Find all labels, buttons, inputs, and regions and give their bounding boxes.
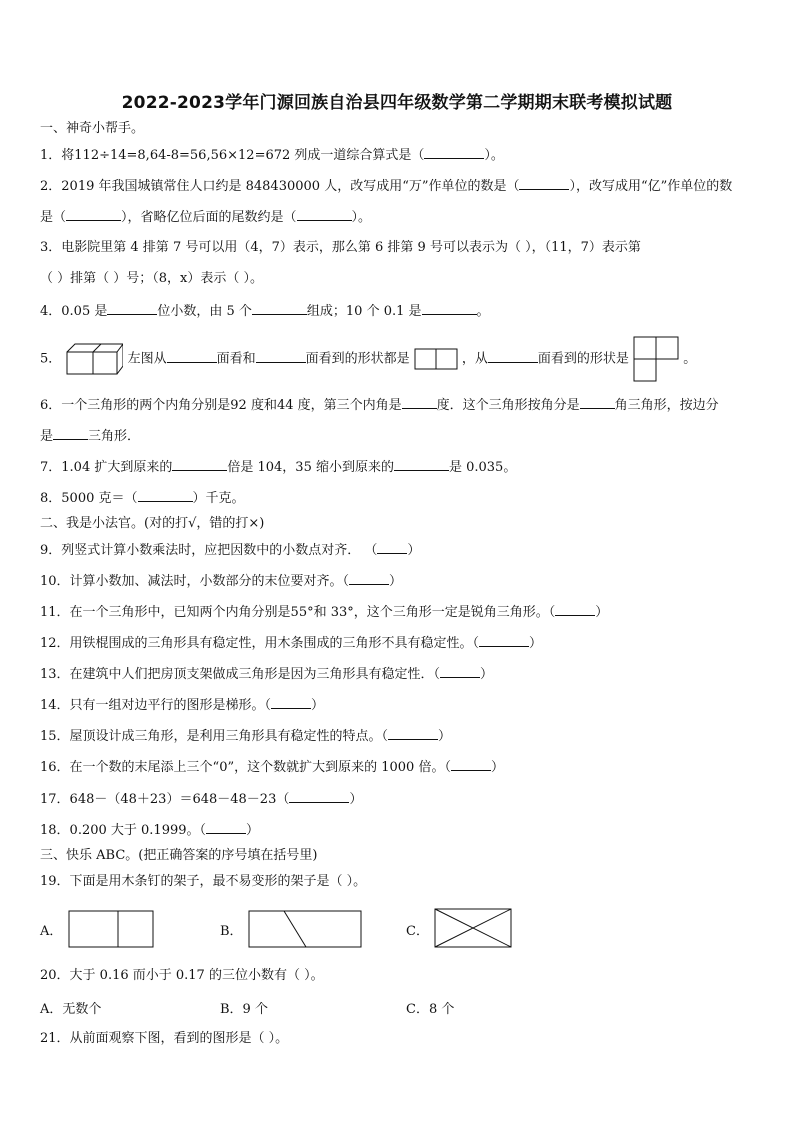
- page-title: 2022-2023学年门源回族自治县四年级数学第二学期期末联考模拟试题: [121, 93, 673, 113]
- question-21: 21．从前面观察下图，看到的图形是（ ）。: [40, 1031, 289, 1046]
- question-10: 10．计算小数加、减法时，小数部分的末位要对齐。（ ）: [40, 574, 403, 589]
- answer-blank[interactable]: [402, 396, 437, 409]
- answer-blank[interactable]: [394, 458, 449, 471]
- question-8: 8．5000 克＝（ ）千克。: [40, 491, 245, 506]
- question-16: 16．在一个数的末尾添上三个“0”，这个数就扩大到原来的 1000 倍。（ ）: [40, 760, 504, 775]
- answer-blank[interactable]: [172, 458, 227, 471]
- question-7: 7．1.04 扩大到原来的 倍是 104，35 缩小到原来的 是 0.035。: [40, 460, 517, 475]
- answer-blank[interactable]: [271, 696, 311, 709]
- answer-blank[interactable]: [107, 302, 157, 315]
- option-19-c-figure[interactable]: [434, 908, 512, 948]
- answer-blank[interactable]: [66, 208, 121, 221]
- question-6-cont: 是 三角形．: [40, 429, 141, 444]
- answer-blank[interactable]: [167, 350, 217, 363]
- question-3: 3．电影院里第 4 排第 7 号可以用（4，7）表示，那么第 6 排第 9 号可以表示为（ ），（11，7）表示第: [40, 240, 641, 255]
- answer-blank[interactable]: [388, 727, 438, 740]
- section-3-heading: 三、快乐 ABC。(把正确答案的序号填在括号里): [40, 848, 318, 863]
- option-19-b-label: B．: [220, 924, 243, 939]
- answer-blank[interactable]: [451, 758, 491, 771]
- answer-blank[interactable]: [256, 350, 306, 363]
- question-17: 17．648－（48＋23）＝648－48－23（ ）: [40, 792, 363, 807]
- answer-blank[interactable]: [479, 634, 529, 647]
- cube-figure: [65, 342, 123, 376]
- question-3-cont: （ ）排第（ ）号；（8，x）表示（ ）。: [40, 271, 263, 286]
- question-18: 18．0.200 大于 0.1999。（ ）: [40, 823, 260, 838]
- question-20: 20．大于 0.16 而小于 0.17 的三位小数有（ ）。: [40, 968, 324, 983]
- option-20-b[interactable]: B．9 个: [220, 1002, 268, 1017]
- l-shape-figure: [633, 336, 679, 382]
- option-20-a[interactable]: A．无数个: [40, 1002, 102, 1017]
- answer-blank[interactable]: [422, 302, 477, 315]
- option-20-c[interactable]: C．8 个: [406, 1002, 455, 1017]
- answer-blank[interactable]: [206, 821, 246, 834]
- answer-blank[interactable]: [138, 489, 193, 502]
- question-6: 6．一个三角形的两个内角分别是92 度和44 度，第三个内角是 度．这个三角形按角分是 角三角形，按边分: [40, 398, 719, 413]
- section-1-heading: 一、神奇小帮手。: [40, 121, 145, 136]
- question-2: 2．2019 年我国城镇常住人口约是 848430000 人，改写成用“万”作单位的数是（ ），改写成用“亿”作单位的数: [40, 179, 733, 194]
- question-5: 5． 左图从 面看和 面看到的形状都是 ，从 面看到的形状是 。: [40, 336, 760, 380]
- question-11: 11．在一个三角形中，已知两个内角分别是55°和 33°，这个三角形一定是锐角三角形。（ ）: [40, 605, 609, 620]
- option-19-b-figure[interactable]: [248, 910, 362, 948]
- question-12: 12．用铁棍围成的三角形具有稳定性，用木条围成的三角形不具有稳定性。（ ）: [40, 636, 543, 651]
- question-13: 13．在建筑中人们把房顶支架做成三角形是因为三角形具有稳定性．（ ）: [40, 667, 494, 682]
- answer-blank[interactable]: [377, 541, 407, 554]
- question-15: 15．屋顶设计成三角形，是利用三角形具有稳定性的特点。（ ）: [40, 729, 452, 744]
- question-4: 4．0.05 是 位小数，由 5 个 组成；10 个 0.1 是 。: [40, 304, 490, 319]
- question-19: 19．下面是用木条钉的架子，最不易变形的架子是（ ）。: [40, 874, 367, 889]
- answer-blank[interactable]: [297, 208, 352, 221]
- question-1: 1．将112÷14=8,64-8=56,56×12=672 列成一道综合算式是（ ）。: [40, 148, 504, 163]
- option-19-a-label: A．: [40, 924, 63, 939]
- section-2-heading: 二、我是小法官。(对的打√，错的打×): [40, 516, 265, 531]
- question-14: 14．只有一组对边平行的图形是梯形。（ ）: [40, 698, 325, 713]
- answer-blank[interactable]: [580, 396, 615, 409]
- answer-blank[interactable]: [349, 572, 389, 585]
- option-19-a-figure[interactable]: [68, 910, 154, 948]
- answer-blank[interactable]: [252, 302, 307, 315]
- answer-blank[interactable]: [488, 350, 538, 363]
- answer-blank[interactable]: [53, 427, 88, 440]
- two-squares-figure: [414, 348, 458, 370]
- answer-blank[interactable]: [424, 146, 484, 159]
- answer-blank[interactable]: [519, 177, 569, 190]
- answer-blank[interactable]: [555, 603, 595, 616]
- answer-blank[interactable]: [289, 790, 349, 803]
- option-19-c-label: C．: [406, 924, 429, 939]
- question-9: 9．列竖式计算小数乘法时，应把因数中的小数点对齐． （ ）: [40, 543, 421, 558]
- answer-blank[interactable]: [440, 665, 480, 678]
- question-2-cont: 是（ ），省略亿位后面的尾数约是（ ）。: [40, 210, 372, 225]
